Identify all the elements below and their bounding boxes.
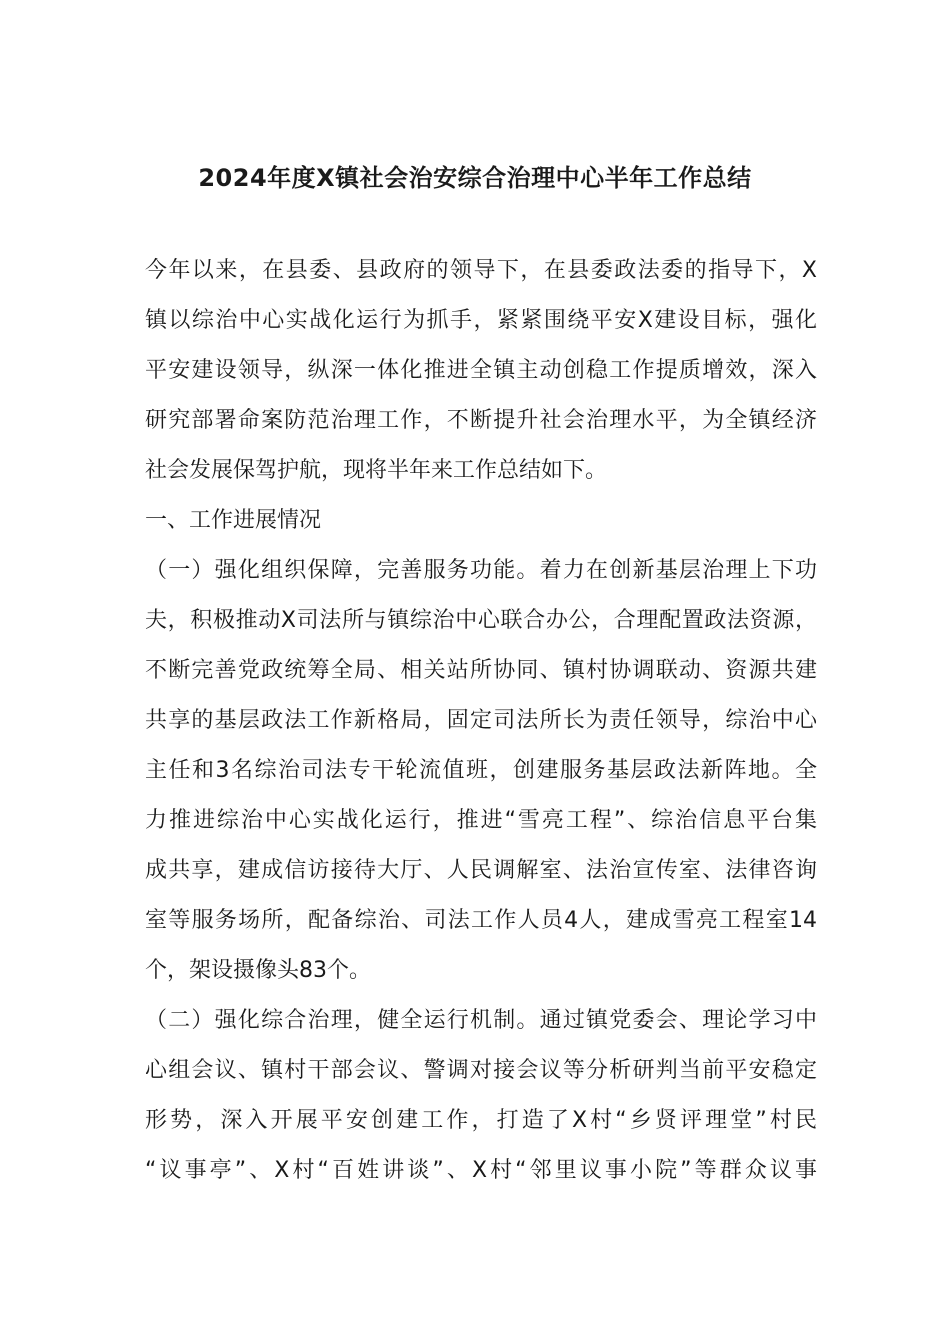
body-text-line: 社会发展保驾护航，现将半年来工作总结如下。: [145, 458, 608, 483]
body-text-line: 不断完善党政统筹全局、相关站所协同、镇村协调联动、资源共建: [145, 658, 817, 683]
body-text-line: 镇以综治中心实战化运行为抓手，紧紧围绕平安X建设目标，强化: [145, 308, 817, 333]
body-text-line: 主任和3名综治司法专干轮流值班，创建服务基层政法新阵地。全: [145, 758, 817, 783]
body-text-line: 室等服务场所，配备综治、司法工作人员4人，建成雪亮工程室14: [145, 908, 817, 933]
body-text-line: 一、工作进展情况: [145, 508, 322, 533]
body-text-line: 夫，积极推动X司法所与镇综治中心联合办公，合理配置政法资源，: [145, 608, 817, 633]
body-text-line: 成共享，建成信访接待大厅、人民调解室、法治宣传室、法律咨询: [145, 858, 817, 883]
body-text-line: 共享的基层政法工作新格局，固定司法所长为责任领导，综治中心: [145, 708, 817, 733]
document-title: 2024年度X镇社会治安综合治理中心半年工作总结: [198, 164, 752, 192]
body-text-line: 研究部署命案防范治理工作，不断提升社会治理水平，为全镇经济: [145, 408, 817, 433]
body-text-line: （一）强化组织保障，完善服务功能。着力在创新基层治理上下功: [145, 558, 817, 583]
body-text-line: 心组会议、镇村干部会议、警调对接会议等分析研判当前平安稳定: [145, 1058, 817, 1083]
body-text-line: 形势，深入开展平安创建工作，打造了X村“乡贤评理堂”村民: [145, 1108, 817, 1133]
body-text-line: 平安建设领导，纵深一体化推进全镇主动创稳工作提质增效，深入: [145, 358, 817, 383]
body-text-line: 个，架设摄像头83个。: [145, 958, 371, 983]
body-text-line: 力推进综治中心实战化运行，推进“雪亮工程”、综治信息平台集: [145, 808, 817, 833]
body-text-line: （二）强化综合治理，健全运行机制。通过镇党委会、理论学习中: [145, 1008, 817, 1033]
document-body: [145, 251, 817, 1201]
body-text-line: 今年以来，在县委、县政府的领导下，在县委政法委的指导下，X: [145, 258, 817, 283]
body-text-line: “议事亭”、X村“百姓讲谈”、X村“邻里议事小院”等群众议事: [145, 1158, 817, 1183]
